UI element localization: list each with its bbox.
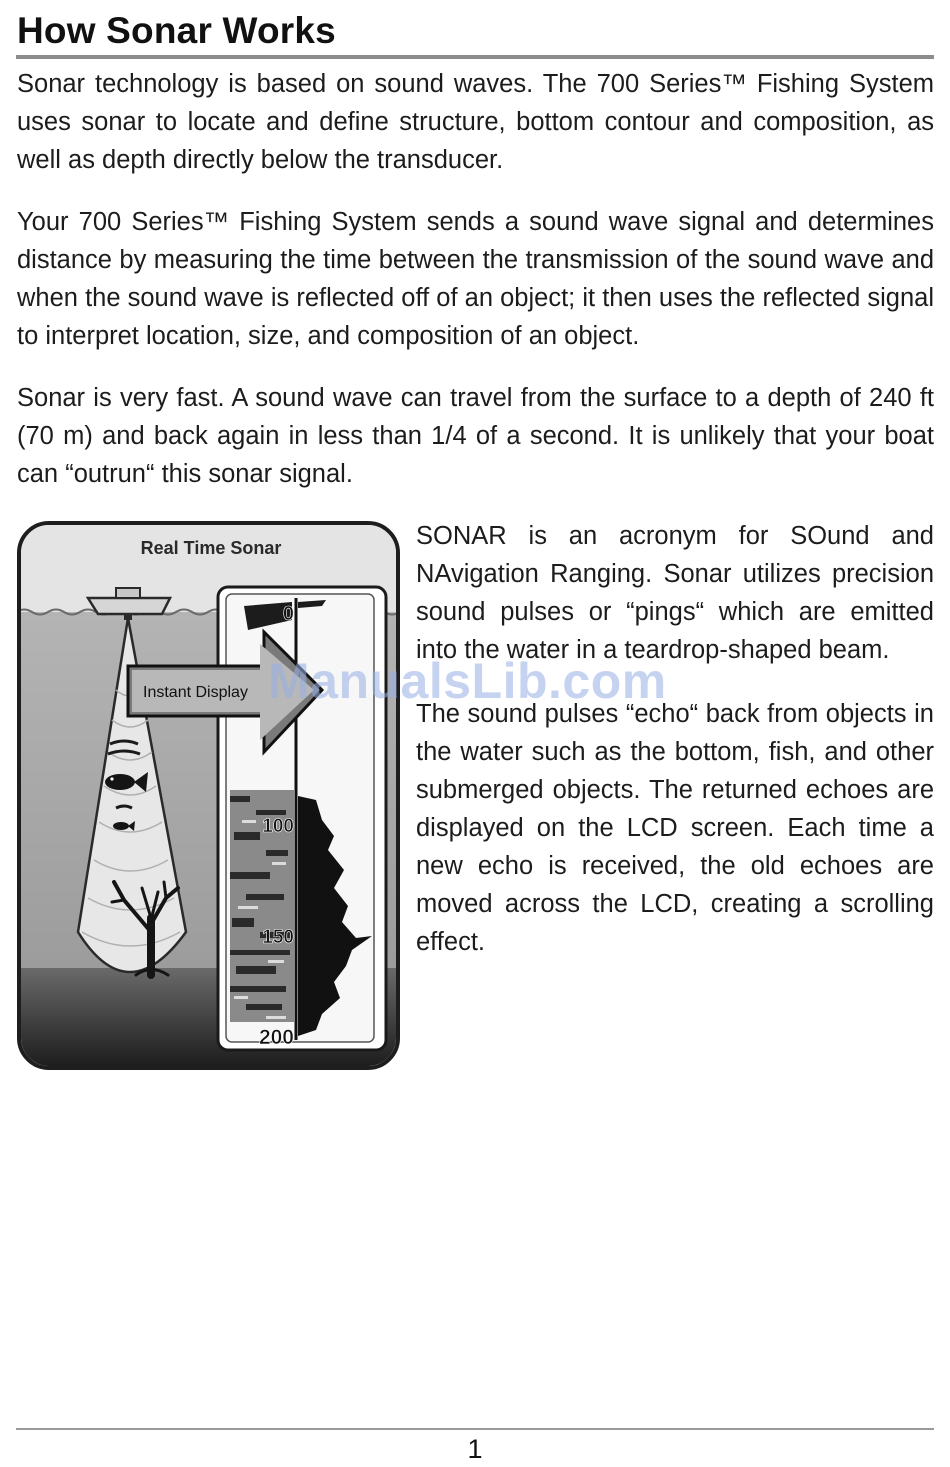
paragraph-intro: Sonar technology is based on sound waves. The 700 Series™ Fishing System uses sonar to locate and define structure, bottom contour and composition, as well as depth directly below the transducer.	[17, 70, 934, 174]
arrow-label: Instant Display	[143, 684, 248, 701]
page-title: How Sonar Works	[17, 10, 336, 51]
depth-label-200: 200	[258, 1026, 294, 1049]
watermark: ManualsLib.com	[268, 653, 667, 709]
figure-title: Real Time Sonar	[140, 538, 282, 558]
paragraph-speed: Sonar is very fast. A sound wave can travel from the surface to a depth of 240 ft (70 m) and back again in less than 1/4 of a second. It is unlikely that your boat can “outrun“ this sonar signal.	[17, 384, 934, 488]
page-number: 1	[467, 1434, 483, 1464]
paragraph-acronym: SONAR is an acronym for SOund and NAvigation Ranging. Sonar utilizes precision sound pulses or “pings“ which are emitted into the water in a teardrop-shaped beam.	[416, 522, 934, 664]
footer-divider	[16, 1428, 934, 1430]
title-divider	[16, 55, 934, 59]
real-time-sonar-figure	[16, 520, 401, 1072]
paragraph-echoes: The sound pulses “echo“ back from objects in the water such as the bottom, fish, and other submerged objects. The returned echoes are displayed on the LCD screen. Each time a new echo is received, the old echoes are moved across the LCD, creating a scrolling effect.	[416, 700, 934, 956]
paragraph-distance: Your 700 Series™ Fishing System sends a sound wave signal and determines distance by measuring the time between the transmission of the sound wave and when the sound wave is reflected off of an object; it then uses the reflected signal to interpret location, size, and composition of an object.	[17, 208, 934, 350]
depth-label-150: 150	[262, 927, 294, 948]
depth-label-100: 100	[262, 816, 294, 837]
depth-label-0: 0	[282, 603, 294, 625]
